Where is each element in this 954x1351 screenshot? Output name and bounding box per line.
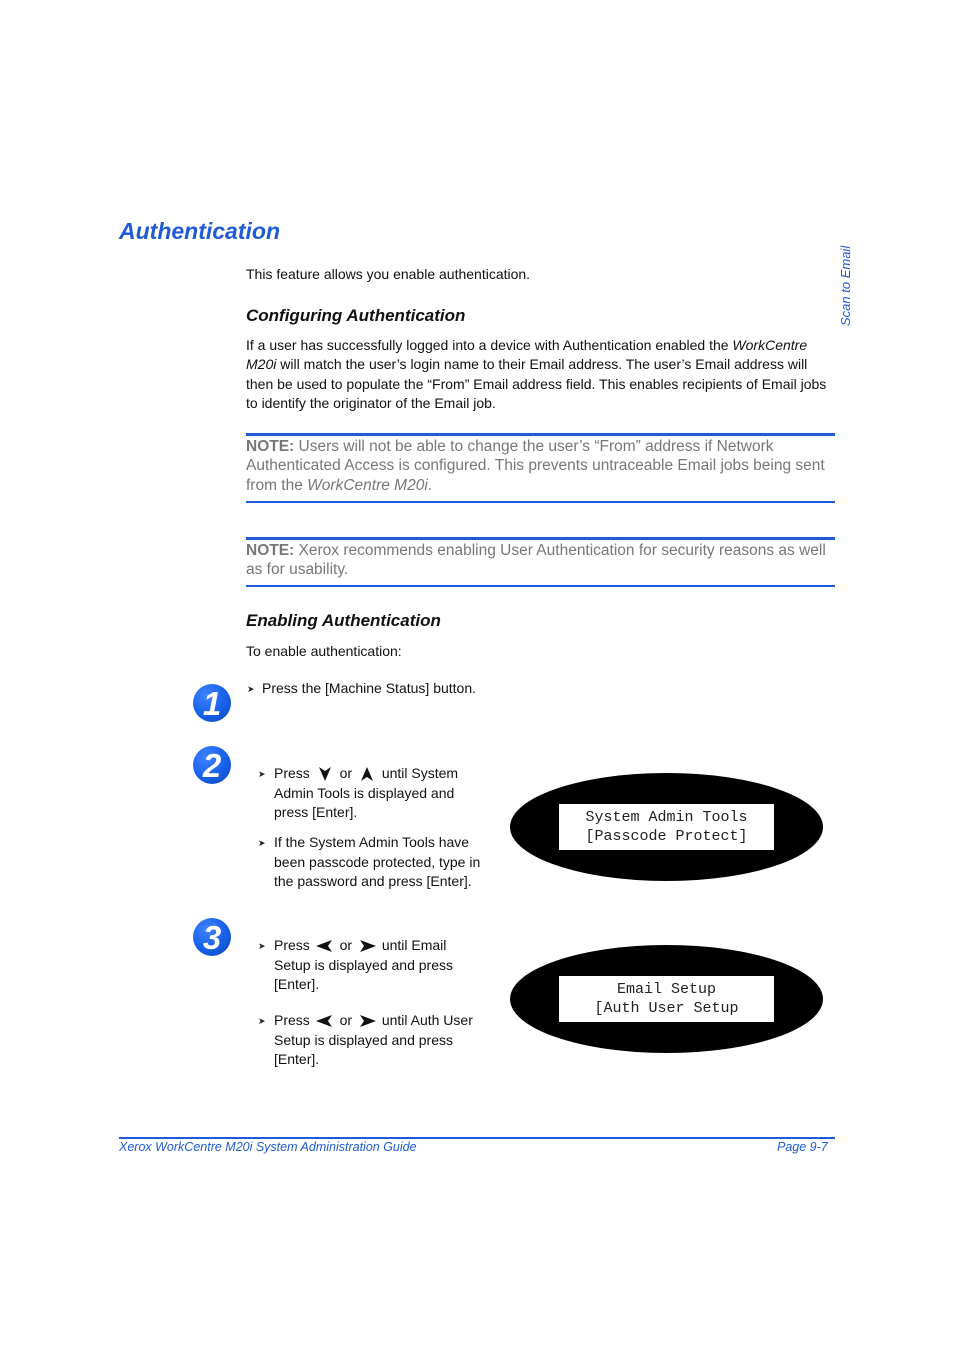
bullet-arrow-icon: ➤ bbox=[258, 1016, 266, 1026]
step2-bullet-2: If the System Admin Tools have been passcode protected, type in the password and press [Enter]. bbox=[274, 834, 481, 889]
page-title: Authentication bbox=[119, 218, 280, 244]
footer-rule bbox=[119, 1137, 835, 1139]
footer-page-number: Page 9-7 bbox=[777, 1140, 828, 1154]
arrow-right-icon bbox=[356, 939, 378, 953]
bullet-arrow-icon: ➤ bbox=[258, 769, 266, 779]
bullet-arrow-icon: ➤ bbox=[258, 941, 266, 951]
lcd-screen bbox=[559, 976, 774, 1022]
step1-bullet-text: Press the [Machine Status] button. bbox=[262, 680, 477, 696]
step3-bullet-2: Press or until Auth User Setup is displayed and press [Enter]. bbox=[274, 1012, 473, 1067]
intro-text: This feature allows you enable authentication. bbox=[246, 266, 531, 282]
bullet-arrow-icon: ➤ bbox=[258, 838, 266, 848]
arrow-left-icon bbox=[314, 939, 336, 953]
configuring-paragraph: If a user has successfully logged into a device with Authentication enabled the WorkCentre M20i will match the user’s login name to their Email address. The user’s Email address will then be used to populate the “From” Email address field. This enables recipients of Email jobs to identify the originator of the Email job. bbox=[246, 337, 827, 411]
step2-bullet-1: Press or until System Admin Tools is displayed and press [Enter]. bbox=[274, 765, 459, 820]
arrow-right-icon bbox=[356, 1014, 378, 1028]
arrow-down-icon bbox=[314, 766, 336, 782]
arrow-up-icon bbox=[356, 766, 378, 782]
note-box-2: NOTE: Xerox recommends enabling User Authentication for security reasons as well as for usability. bbox=[246, 537, 835, 587]
step-number-2: 2 bbox=[193, 746, 231, 784]
note-label: NOTE: bbox=[246, 438, 295, 455]
footer-guide-title: Xerox WorkCentre M20i System Administration Guide bbox=[119, 1140, 417, 1154]
section-title-configuring: Configuring Authentication bbox=[246, 306, 466, 325]
note-label: NOTE: bbox=[246, 542, 295, 559]
lcd-line-1: System Admin Tools bbox=[585, 809, 748, 826]
lcd-line-2: [Passcode Protect] bbox=[585, 828, 748, 845]
section-title-enabling: Enabling Authentication bbox=[246, 611, 441, 630]
bullet-arrow-icon: ➤ bbox=[247, 684, 255, 694]
arrow-left-icon bbox=[314, 1014, 336, 1028]
enabling-intro: To enable authentication: bbox=[246, 643, 402, 659]
step-number-1: 1 bbox=[193, 684, 231, 722]
chapter-tab: Scan to Email bbox=[838, 245, 853, 326]
step3-bullet-1: Press or until Email Setup is displayed and press [Enter]. bbox=[274, 937, 453, 992]
lcd-screen bbox=[559, 804, 774, 850]
lcd-line-1: Email Setup bbox=[616, 981, 717, 998]
note-box-1: NOTE: Users will not be able to change the user’s “From” address if Network Authenticated Access is configured. This prevents untraceable Email jobs being sent from the WorkCentre M20i. bbox=[246, 433, 835, 503]
step-number-3: 3 bbox=[193, 918, 231, 956]
lcd-line-2: [Auth User Setup bbox=[594, 1000, 739, 1017]
